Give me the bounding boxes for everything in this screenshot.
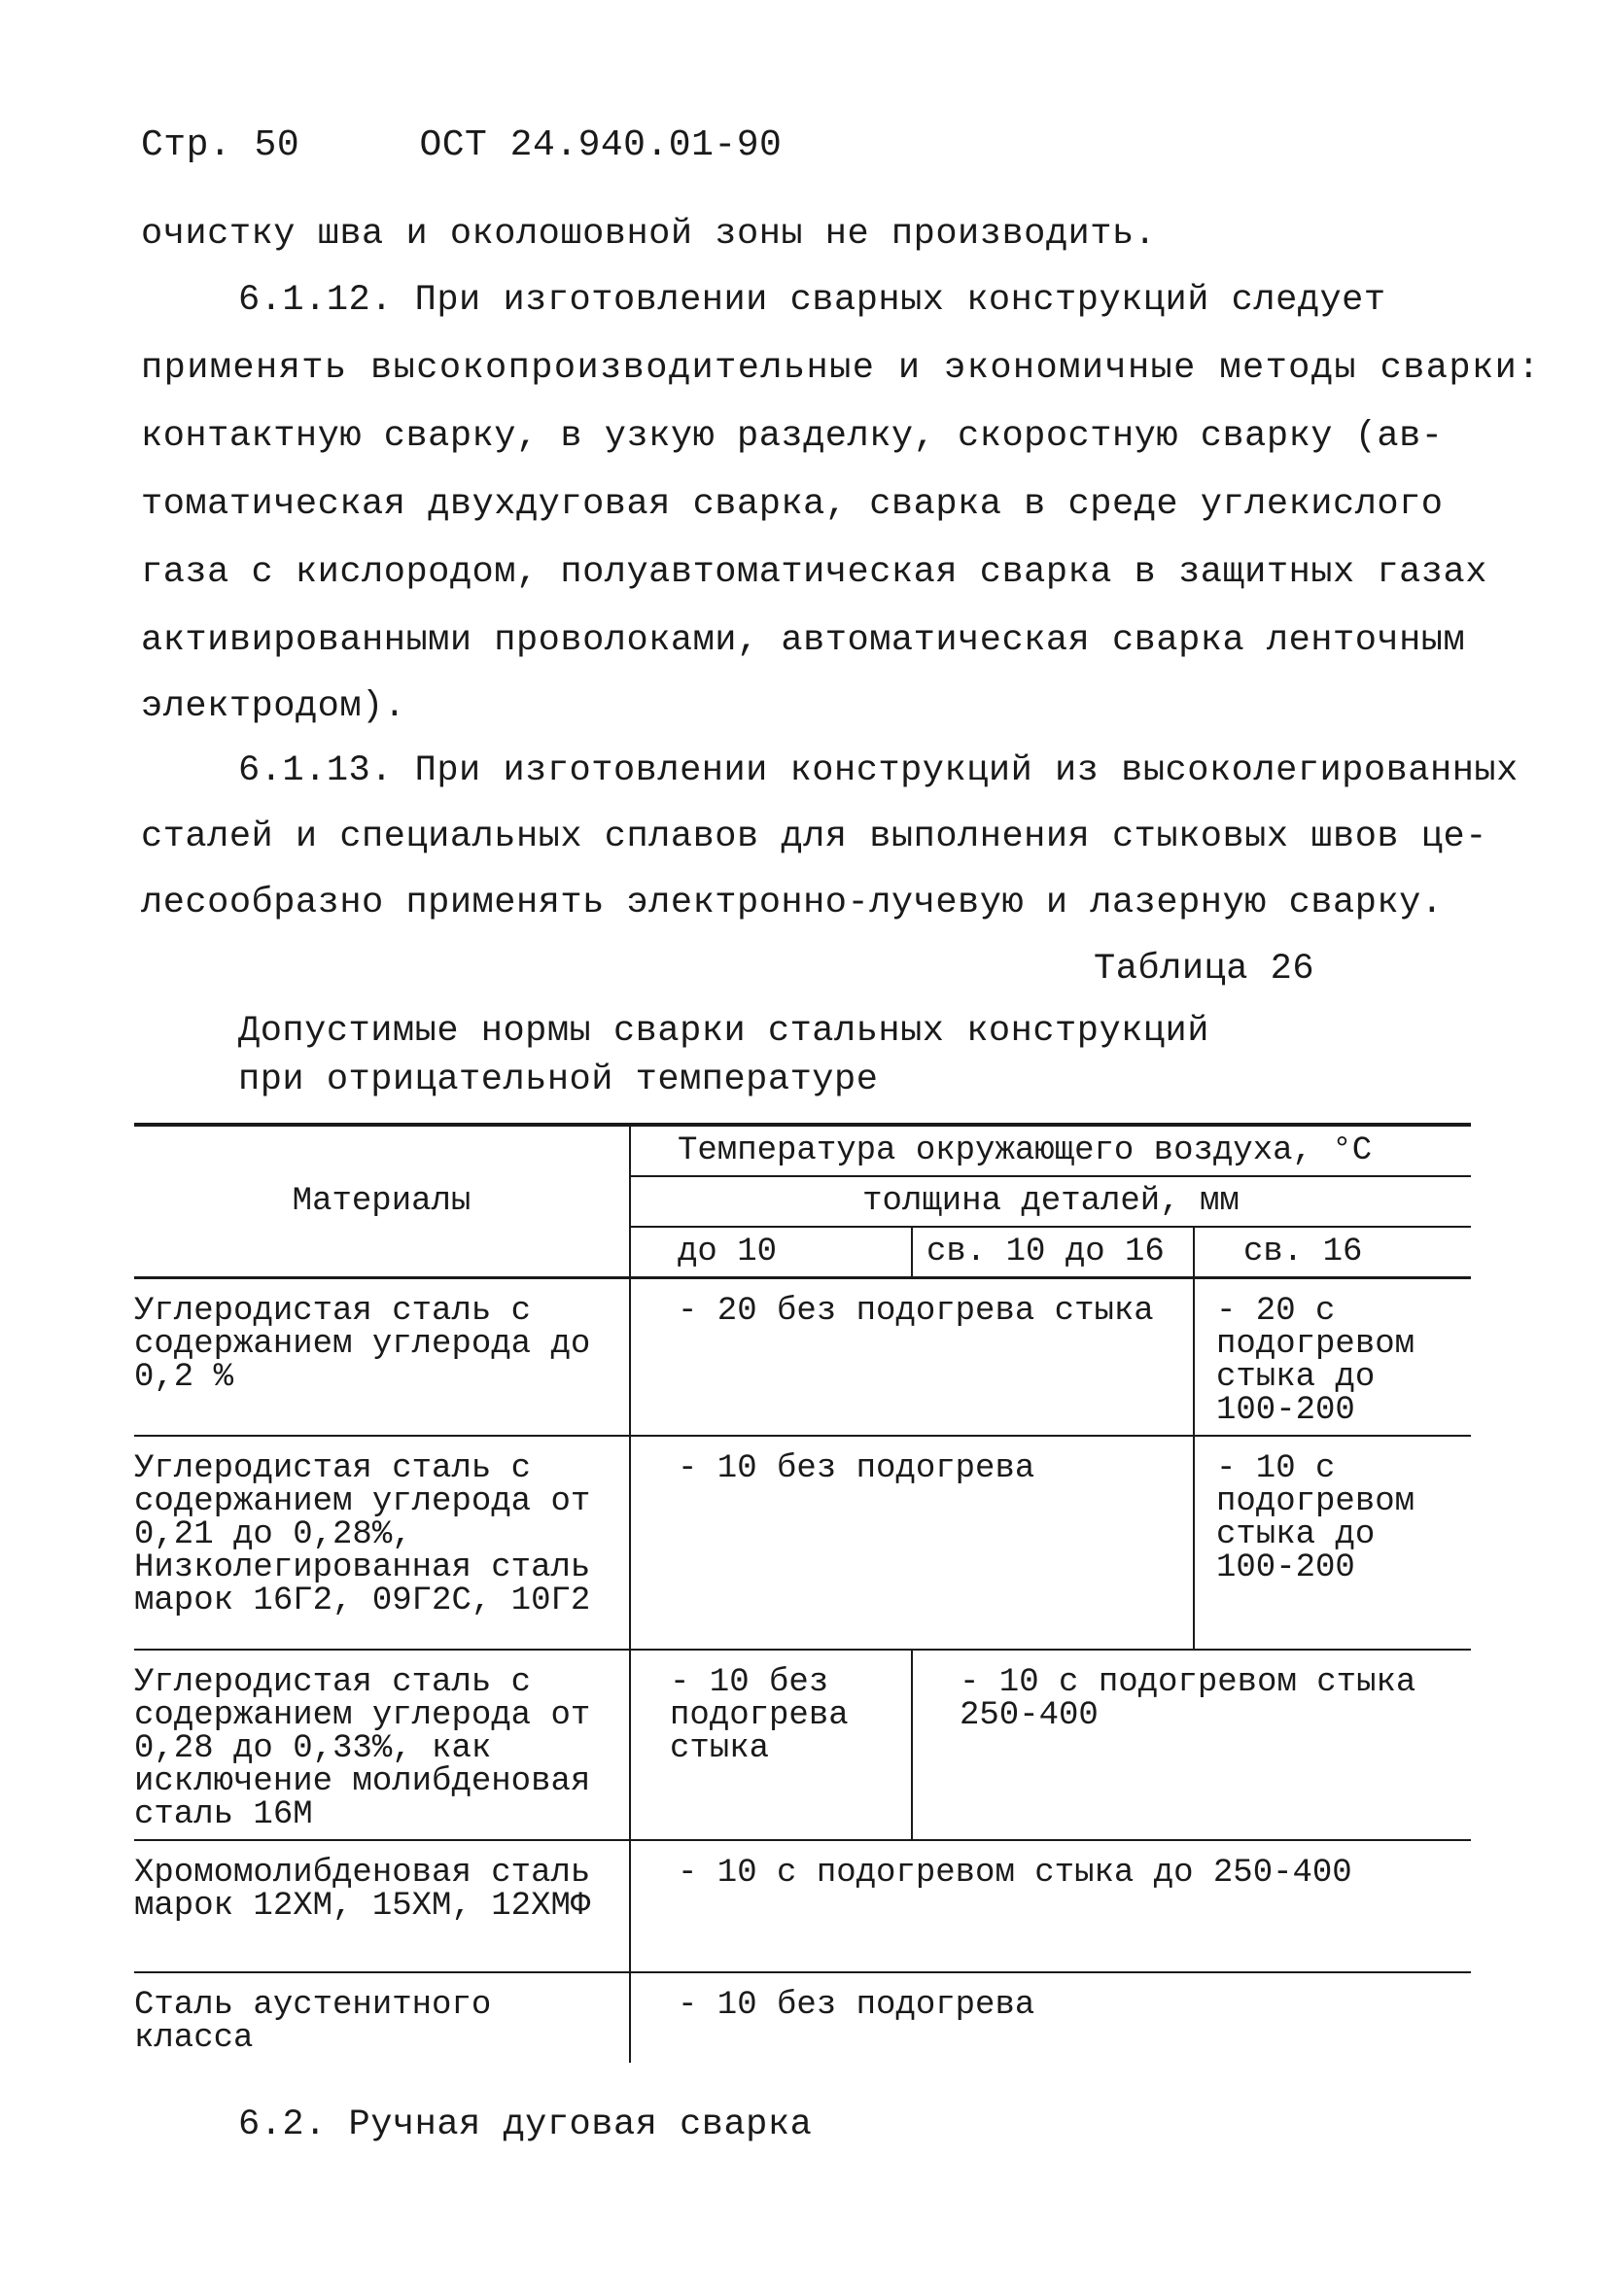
- paragraph-line: электродом).: [141, 686, 406, 727]
- paragraph-line: лесообразно применять электронно-лучевую и лазерную сварку.: [141, 883, 1444, 923]
- header-col-up-to-10: до 10: [630, 1227, 912, 1278]
- material-cell: Углеродистая сталь с содержанием углерода до 0,2 %: [134, 1278, 630, 1437]
- paragraph-line: контактную сварку, в узкую разделку, скоростную сварку (ав-: [141, 416, 1444, 457]
- value-cell: - 10 без подогрева: [630, 1972, 1471, 2063]
- table-caption: Допустимые нормы сварки стальных конструкций: [238, 1011, 1209, 1052]
- section-heading: 6.2. Ручная дуговая сварка: [238, 2105, 813, 2145]
- table-row: [134, 1278, 1471, 1437]
- paragraph-line: сталей и специальных сплавов для выполнения стыковых швов це-: [141, 817, 1487, 857]
- value-cell: - 10 без подогрева стыка: [630, 1650, 912, 1840]
- value-cell: - 10 без подогрева: [630, 1436, 1194, 1650]
- value-cell: - 10 с подогревом стыка до 250-400: [630, 1840, 1471, 1972]
- page-number: Стр. 50: [141, 124, 300, 166]
- header-thickness: толщина деталей, мм: [630, 1176, 1471, 1227]
- header-temperature: Температура окружающего воздуха, °С: [630, 1125, 1471, 1176]
- header-materials: Материалы: [134, 1125, 630, 1278]
- clause-6-1-13-line: 6.1.13. При изготовлении конструкций из высоколегированных: [238, 750, 1519, 791]
- header-col-over-16: св. 16: [1194, 1227, 1471, 1278]
- value-cell: - 20 без подогрева стыка: [630, 1278, 1194, 1437]
- paragraph-line: очистку шва и околошовной зоны не производить.: [141, 214, 1157, 255]
- paragraph-line: томатическая двухдуговая сварка, сварка в среде углекислого: [141, 484, 1444, 525]
- paragraph-line: газа с кислородом, полуавтоматическая сварка в защитных газах: [141, 552, 1487, 593]
- table-caption: при отрицательной температуре: [238, 1060, 879, 1100]
- table-label: Таблица 26: [1094, 949, 1315, 990]
- table-row: [134, 1972, 1471, 2063]
- page-header: [141, 124, 782, 166]
- value-cell: - 20 с подогревом стыка до 100-200: [1194, 1278, 1471, 1437]
- material-cell: Углеродистая сталь с содержанием углерода от 0,21 до 0,28%, Низколегированная сталь марок 16Г2, 09Г2С, 10Г2: [134, 1436, 630, 1650]
- table-header-row: [134, 1125, 1471, 1176]
- table-row: [134, 1650, 1471, 1840]
- value-cell: - 10 с подогревом стыка до 100-200: [1194, 1436, 1471, 1650]
- material-cell: Углеродистая сталь с содержанием углерода от 0,28 до 0,33%, как исключение молибденовая сталь 16М: [134, 1650, 630, 1840]
- header-col-10-16: св. 10 до 16: [912, 1227, 1194, 1278]
- paragraph-line: активированными проволоками, автоматическая сварка ленточным: [141, 620, 1466, 661]
- material-cell: Сталь аустенитного класса: [134, 1987, 492, 2057]
- document-code: ОСТ 24.940.01-90: [419, 124, 783, 166]
- value-cell: - 10 с подогревом стыка 250-400: [912, 1650, 1471, 1840]
- welding-norms-table: [134, 1123, 1471, 2063]
- table-row: [134, 1840, 1471, 1972]
- material-cell: Хромомолибденовая сталь марок 12ХМ, 15ХМ, 12ХМФ: [134, 1840, 630, 1972]
- paragraph-line: применять высокопроизводительные и экономичные методы сварки:: [141, 348, 1541, 389]
- clause-6-1-12-line: 6.1.12. При изготовлении сварных конструкций следует: [238, 280, 1386, 321]
- table-row: [134, 1436, 1471, 1650]
